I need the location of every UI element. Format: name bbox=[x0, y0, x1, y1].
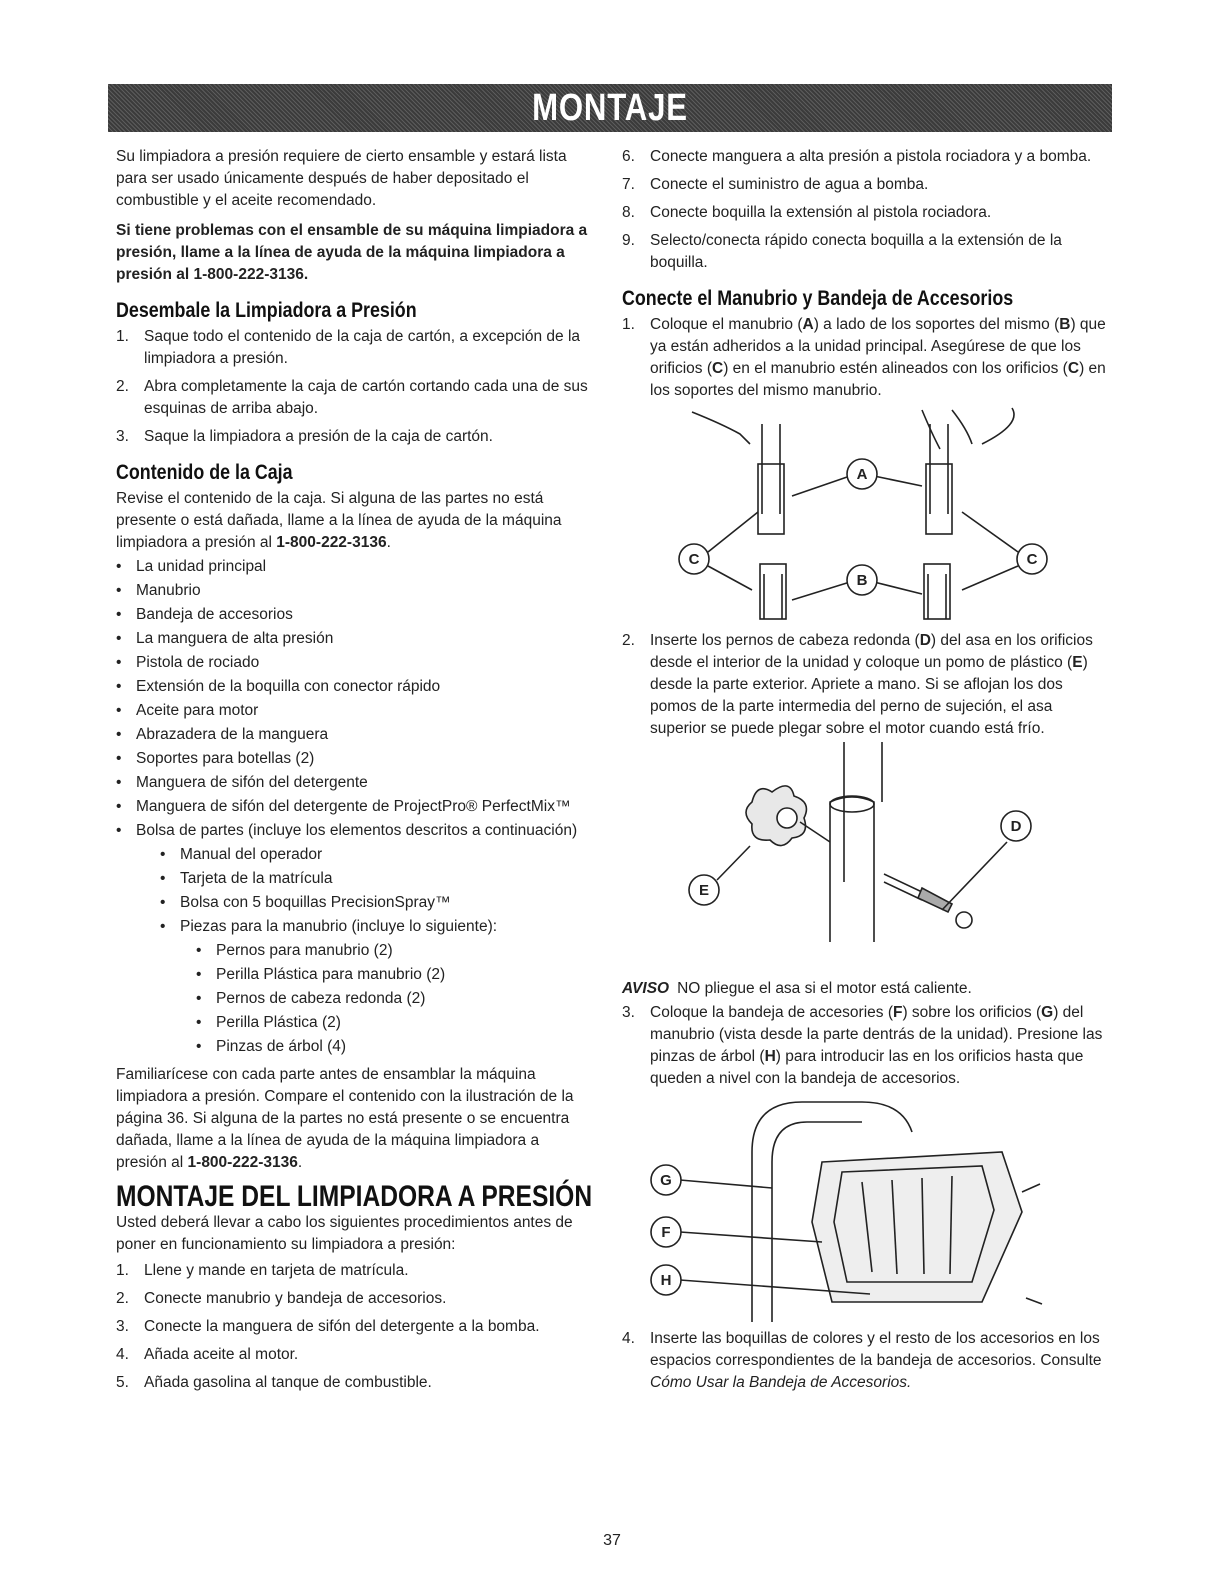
list-item: • La unidad principal bbox=[116, 556, 594, 578]
list-item: • Pinzas de árbol (4) bbox=[196, 1036, 594, 1058]
aviso-notice: AVISO NO pliegue el asa si el motor está caliente. bbox=[622, 980, 972, 997]
steps-top bbox=[622, 146, 1106, 274]
unpack-steps bbox=[116, 326, 594, 448]
left-column bbox=[116, 146, 594, 1400]
assembly-heading: MONTAJE DEL LIMPIADORA A PRESIÓN bbox=[116, 1180, 593, 1213]
list-item: • Pistola de rociado bbox=[116, 652, 594, 674]
list-item: • Pernos de cabeza redonda (2) bbox=[196, 988, 594, 1010]
handle-bracket-illustration bbox=[622, 404, 1092, 624]
unpack-heading: Desembale la Limpiadora a Presión bbox=[116, 299, 417, 322]
list-item: 1. Saque todo el contenido de la caja de cartón, a excepción de la limpiadora a presión. bbox=[116, 328, 581, 367]
assembly-steps bbox=[116, 1260, 594, 1394]
list-item: • Manual del operador bbox=[160, 844, 594, 866]
list-item: 2. Abra completamente la caja de cartón cortando cada una de sus esquinas de arriba abajo. bbox=[116, 378, 588, 417]
handle-heading: Conecte el Manubrio y Bandeja de Accesorios bbox=[622, 287, 1014, 310]
nozzle-steps bbox=[622, 1328, 1106, 1394]
handle-steps bbox=[622, 314, 1106, 402]
contents-list bbox=[116, 556, 594, 842]
list-item: • La manguera de alta presión bbox=[116, 628, 594, 650]
list-item: 4. Inserte las boquillas de colores y el resto de los accesorios en los espacios correspondientes de la bandeja de accesorios. Consulte Cómo Usar la Bandeja de Accesorios. bbox=[622, 1330, 1102, 1391]
list-item: • Extensión de la boquilla con conector rápido bbox=[116, 676, 594, 698]
label-C-right: C bbox=[1026, 551, 1038, 568]
knob-bolt-illustration bbox=[622, 742, 1092, 972]
label-H: H bbox=[660, 1272, 672, 1289]
aviso-label: AVISO bbox=[622, 980, 670, 997]
list-item: 3. Saque la limpiadora a presión de la caja de cartón. bbox=[116, 428, 493, 445]
contents-intro: Revise el contenido de la caja. Si alguna de las partes no está presente o está dañada, llame a la línea de ayuda de la máquina limpiadora a presión al 1-800-222-3136. bbox=[116, 490, 562, 551]
list-item: • Pernos para manubrio (2) bbox=[196, 940, 594, 962]
bolt-steps bbox=[622, 630, 1106, 740]
list-item: 8. Conecte boquilla la extensión al pistola rociadora. bbox=[622, 204, 992, 221]
tray-steps bbox=[622, 1002, 1106, 1090]
label-D: D bbox=[1010, 818, 1022, 835]
assembly-intro: Usted deberá llevar a cabo los siguientes procedimientos antes de poner en funcionamiento su limpiadora a presión: bbox=[116, 1214, 573, 1253]
section-banner bbox=[108, 84, 1112, 132]
cross-reference: Cómo Usar la Bandeja de Accesorios. bbox=[650, 1374, 912, 1391]
list-item: • Manubrio bbox=[116, 580, 594, 602]
list-item: 3. Coloque la bandeja de accesories (F) sobre los orificios (G) del manubrio (vista desde la parte dentrás de la unidad). Presione las pinzas de árbol (H) para introducir las en los orificios hasta que queden a nivel con la bandeja de accesorios. bbox=[622, 1004, 1103, 1087]
banner-title: MONTAJE bbox=[532, 86, 688, 129]
list-item: • Manguera de sifón del detergente bbox=[116, 772, 594, 794]
list-item: • Soportes para botellas (2) bbox=[116, 748, 594, 770]
list-item: 4. Añada aceite al motor. bbox=[116, 1346, 299, 1363]
label-F: F bbox=[661, 1224, 671, 1241]
bag-list bbox=[116, 844, 594, 938]
list-item: 3. Conecte la manguera de sifón del detergente a la bomba. bbox=[116, 1318, 540, 1335]
list-item: 9. Selecto/conecta rápido conecta boquilla a la extensión de la boquilla. bbox=[622, 232, 1062, 271]
list-item: 2. Inserte los pernos de cabeza redonda (D) del asa en los orificios desde el interior de la unidad y coloque un pomo de plástico (E) desde la parte exterior. Apriete a mano. Si se aflojan los dos pomos de la parte intermedia del perno de sujeción, el asa superior se puede plegar sobre el motor cuando está frío. bbox=[622, 632, 1093, 737]
list-item: • Bandeja de accesorios bbox=[116, 604, 594, 626]
parts-list bbox=[116, 940, 594, 1058]
label-C-left: C bbox=[688, 551, 700, 568]
list-item: 2. Conecte manubrio y bandeja de accesorios. bbox=[116, 1290, 447, 1307]
label-G: G bbox=[660, 1172, 672, 1189]
label-E: E bbox=[698, 882, 710, 899]
right-column bbox=[622, 146, 1106, 1400]
label-B: B bbox=[856, 572, 868, 589]
label-A: A bbox=[856, 466, 868, 483]
accessory-tray-illustration bbox=[622, 1092, 1092, 1322]
help-paragraph: Si tiene problemas con el ensamble de su máquina limpiadora a presión, llame a la línea de ayuda de la máquina limpiadora a presión al 1-800-222-3136. bbox=[116, 222, 588, 283]
list-item: • Abrazadera de la manguera bbox=[116, 724, 594, 746]
list-item: • Bolsa con 5 boquillas PrecisionSpray™ bbox=[160, 892, 594, 914]
contents-heading: Contenido de la Caja bbox=[116, 461, 293, 484]
list-item: 6. Conecte manguera a alta presión a pistola rociadora y a bomba. bbox=[622, 148, 1092, 165]
intro-paragraph: Su limpiadora a presión requiere de cierto ensamble y estará lista para ser usado únicamente después de haber depositado el combustible y el aceite recomendado. bbox=[116, 148, 567, 209]
phone-number: 1-800-222-3136 bbox=[276, 534, 387, 551]
list-item: 7. Conecte el suministro de agua a bomba. bbox=[622, 176, 929, 193]
list-item: • Manguera de sifón del detergente de ProjectPro® PerfectMix™ bbox=[116, 796, 594, 818]
list-item: • Aceite para motor bbox=[116, 700, 594, 722]
list-item: 1. Coloque el manubrio (A) a lado de los soportes del mismo (B) que ya están adheridos a la unidad principal. Asegúrese de que los orificios (C) en el manubrio estén alineados con los orificios (C) en los soportes del mismo manubrio. bbox=[622, 316, 1106, 399]
familiarize-paragraph: Familiarícese con cada parte antes de ensamblar la máquina limpiadora a presión. Compare el contenido con la ilustración de la página 36. Si alguna de la partes no está presente o se encuentra dañada, llame a la línea de ayuda de la máquina limpiadora a presión al 1-800-222-3136. bbox=[116, 1066, 574, 1171]
list-item: • Piezas para la manubrio (incluye lo siguiente): bbox=[160, 916, 594, 938]
list-item: • Perilla Plástica para manubrio (2) bbox=[196, 964, 594, 986]
list-item: • Perilla Plástica (2) bbox=[196, 1012, 594, 1034]
list-item: • Bolsa de partes (incluye los elementos descritos a continuación) bbox=[116, 820, 594, 842]
list-item: 5. Añada gasolina al tanque de combustible. bbox=[116, 1374, 432, 1391]
list-item: • Tarjeta de la matrícula bbox=[160, 868, 594, 890]
list-item: 1. Llene y mande en tarjeta de matrícula. bbox=[116, 1262, 409, 1279]
page-number: 37 bbox=[603, 1532, 621, 1549]
